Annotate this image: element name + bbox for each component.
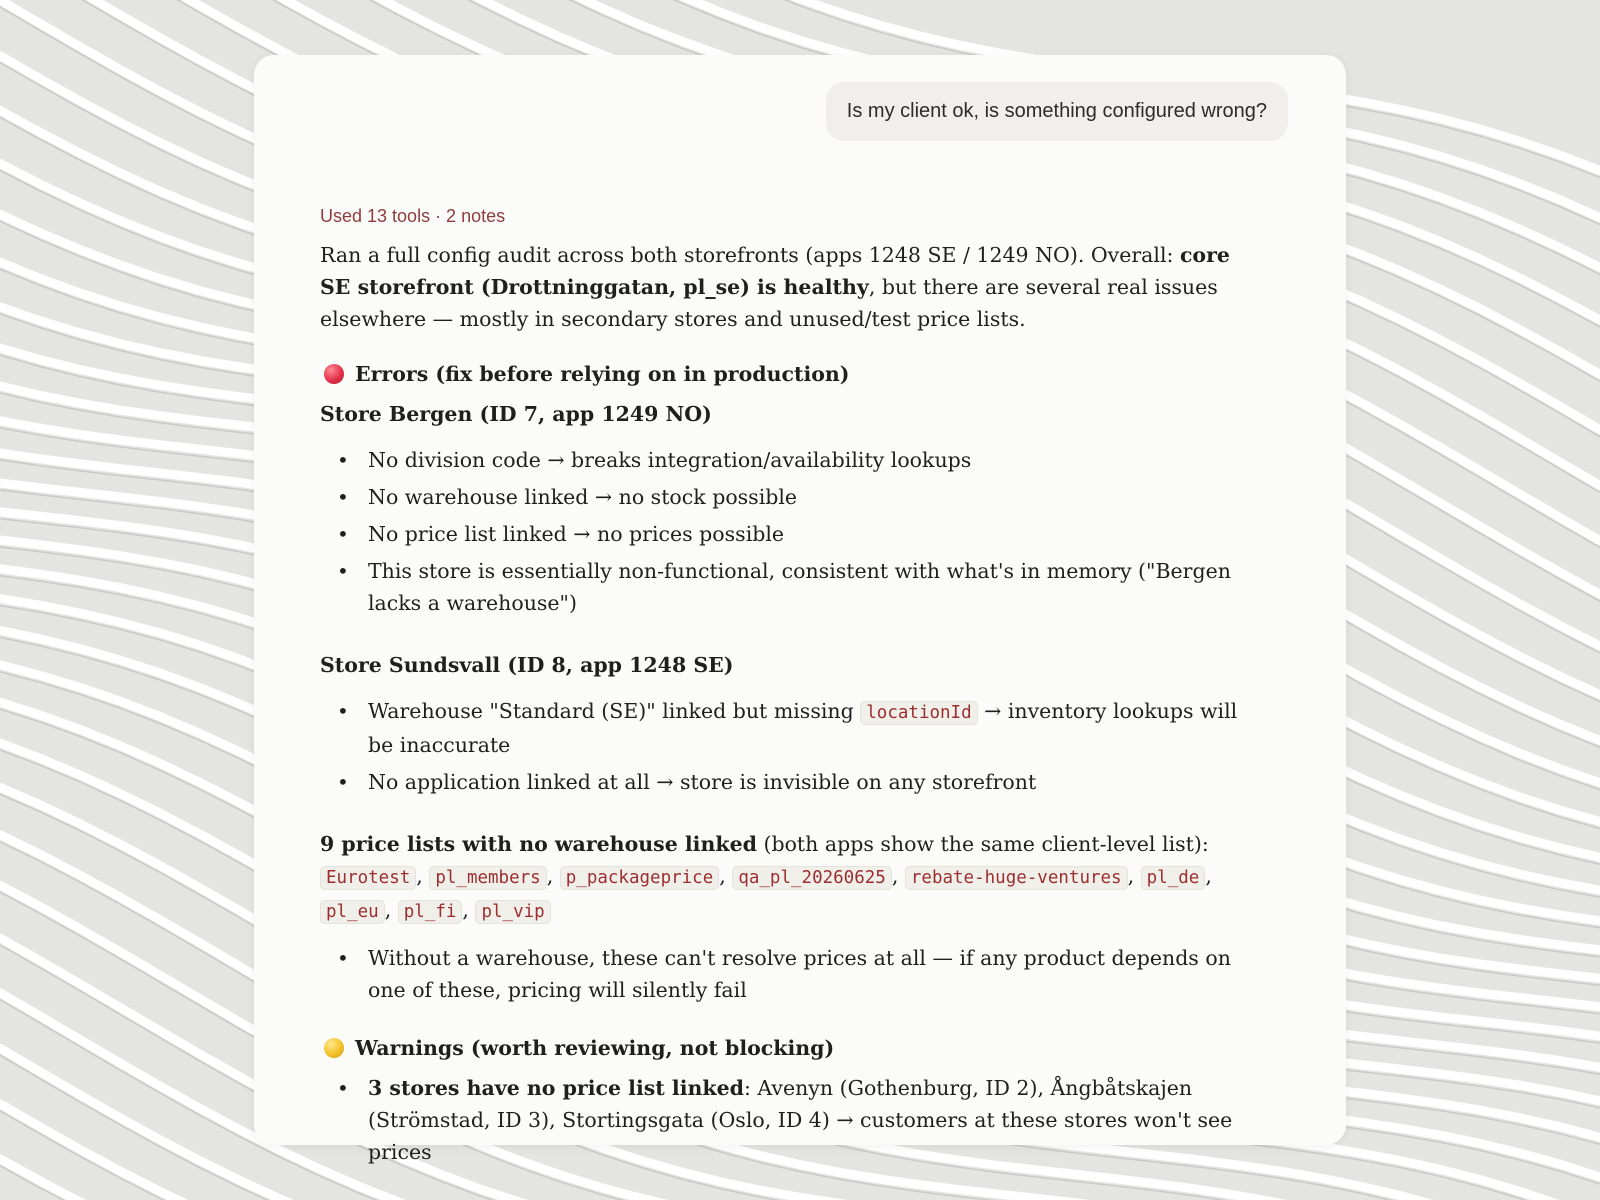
store-sundsvall-heading: Store Sundsvall (ID 8, app 1248 SE) xyxy=(320,653,734,677)
tools-used-summary[interactable]: Used 13 tools · 2 notes xyxy=(320,206,506,226)
chat-panel xyxy=(254,55,1346,1164)
inline-code: pl_vip xyxy=(475,900,550,924)
warnings-list xyxy=(320,1072,1248,1168)
list-item: • Warehouse "Standard (SE)" linked but missing locationId → inventory lookups will be inaccurate xyxy=(320,695,1248,761)
store-sundsvall-list xyxy=(320,695,1248,798)
store-bergen-heading: Store Bergen (ID 7, app 1249 NO) xyxy=(320,402,712,426)
inline-code: pl_de xyxy=(1141,866,1206,890)
errors-heading: Errors (fix before relying on in production) xyxy=(320,358,1248,390)
list-item: • 3 stores have no price list linked: Avenyn (Gothenburg, ID 2), Ångbåtskajen (Strömstad, ID 3), Stortingsgata (Oslo, ID 4) → customers at these stores won't see prices xyxy=(320,1072,1248,1168)
inline-code: pl_fi xyxy=(398,900,463,924)
user-message-bubble xyxy=(826,82,1288,141)
red-circle-icon xyxy=(324,364,344,384)
assistant-reply xyxy=(320,205,1248,1168)
yellow-circle-icon xyxy=(324,1038,344,1058)
inline-code: pl_eu xyxy=(320,900,385,924)
intro-paragraph: Ran a full config audit across both storefronts (apps 1248 SE / 1249 NO). Overall: core SE storefront (Drottninggatan, pl_se) is healthy, but there are several real issues elsewhere — mostly in secondary stores and unused/test price lists. xyxy=(320,243,1230,331)
list-item: • This store is essentially non-functional, consistent with what's in memory ("Bergen lacks a warehouse") xyxy=(320,555,1248,619)
list-item: • No division code → breaks integration/availability lookups xyxy=(320,444,1248,476)
list-item: • No application linked at all → store is invisible on any storefront xyxy=(320,766,1248,798)
store-bergen-list xyxy=(320,444,1248,619)
inline-code: pl_members xyxy=(429,866,546,890)
inline-code: locationId xyxy=(860,701,977,725)
list-item: • Without a warehouse, these can't resolve prices at all — if any product depends on one of these, pricing will silently fail xyxy=(320,942,1248,1006)
price-lists-list xyxy=(320,942,1248,1006)
inline-code: p_packageprice xyxy=(560,866,720,890)
inline-code: Eurotest xyxy=(320,866,416,890)
price-lists-paragraph: 9 price lists with no warehouse linked (both apps show the same client-level list): Eurotest , pl_members , p_packageprice , qa_pl_20260625 , rebate-huge-ventures , pl_de , pl_eu , pl_fi , pl_vip xyxy=(320,832,1212,922)
list-item: • No price list linked → no prices possible xyxy=(320,518,1248,550)
list-item: • No warehouse linked → no stock possible xyxy=(320,481,1248,513)
warnings-heading: Warnings (worth reviewing, not blocking) xyxy=(320,1032,1248,1064)
inline-code: qa_pl_20260625 xyxy=(732,866,892,890)
inline-code: rebate-huge-ventures xyxy=(905,866,1128,890)
user-message-text: Is my client ok, is something configured wrong? xyxy=(846,100,1267,122)
